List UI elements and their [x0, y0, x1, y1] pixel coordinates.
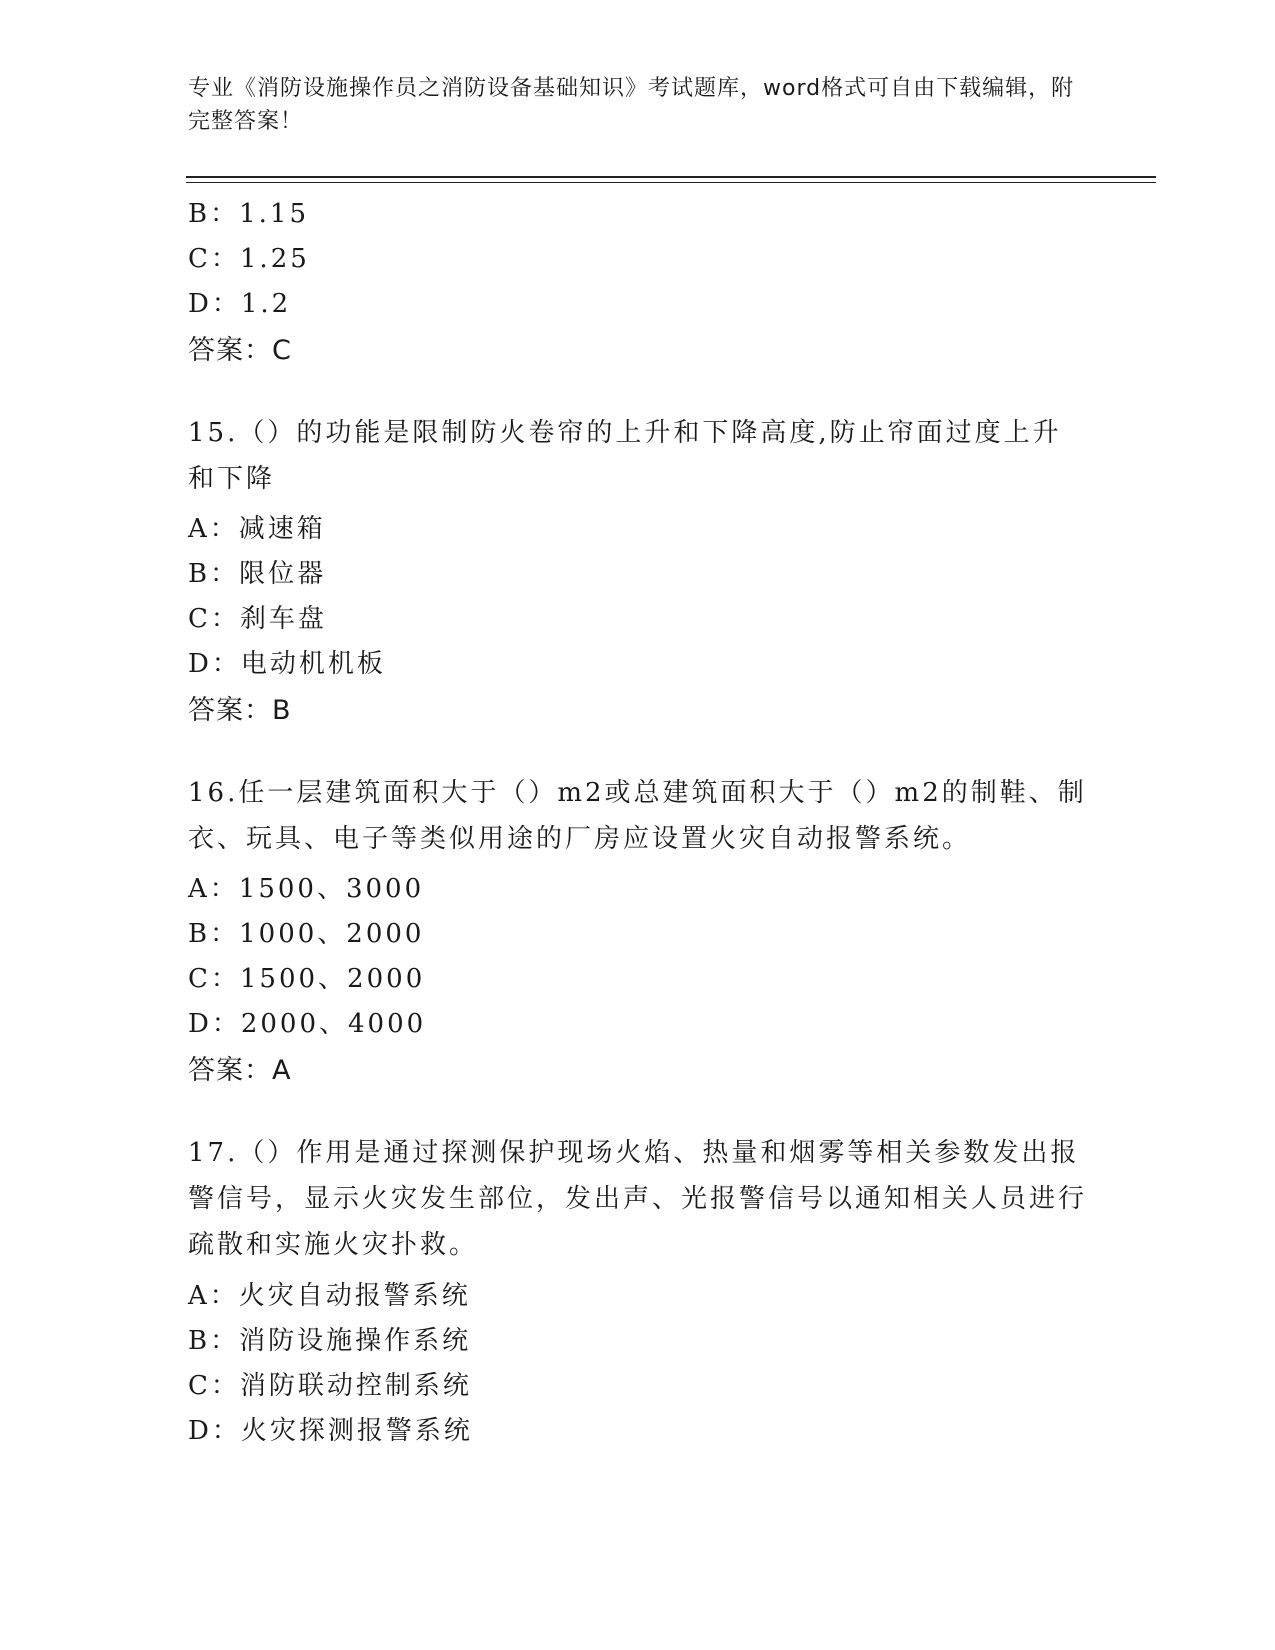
- q15-answer: 答案：B: [188, 695, 292, 726]
- q14-option-b: B：1.15: [188, 199, 309, 229]
- q17-option-c: C：消防联动控制系统: [188, 1371, 472, 1401]
- q17-option-d: D：火灾探测报警系统: [188, 1416, 473, 1446]
- q15-option-d: D：电动机机板: [188, 649, 386, 679]
- q15-stem: 15.（）的功能是限制防火卷帘的上升和下降高度,防止帘面过度上升和下降: [188, 418, 1062, 494]
- header-rule-thin: [186, 182, 1156, 183]
- q15-option-c: C：刹车盘: [188, 604, 327, 634]
- q15-option-b: B：限位器: [188, 559, 327, 589]
- q16-option-d: D：2000、4000: [188, 1009, 427, 1039]
- q16-answer: 答案：A: [188, 1055, 292, 1086]
- q15-option-a: A：减速箱: [188, 514, 326, 544]
- q16-option-c: C：1500、2000: [188, 964, 426, 994]
- q17-stem: 17.（）作用是通过探测保护现场火焰、热量和烟雾等相关参数发出报警信号，显示火灾发生部位，发出声、光报警信号以通知相关人员进行疏散和实施火灾扑救。: [188, 1138, 1088, 1260]
- document-header: 专业《消防设施操作员之消防设备基础知识》考试题库，word格式可自由下载编辑，附完整答案！: [188, 76, 1075, 134]
- q14-option-d: D：1.2: [188, 289, 292, 319]
- q16-stem: 16.任一层建筑面积大于（）m2或总建筑面积大于（）m2的制鞋、制衣、玩具、电子等类似用途的厂房应设置火灾自动报警系统。: [188, 778, 1087, 854]
- header-rule-thick: [186, 176, 1156, 178]
- q17-option-b: B：消防设施操作系统: [188, 1326, 472, 1356]
- q16-option-b: B：1000、2000: [188, 919, 425, 949]
- q14-answer: 答案：C: [188, 335, 292, 366]
- q14-option-c: C：1.25: [188, 244, 310, 274]
- q17-option-a: A：火灾自动报警系统: [188, 1281, 471, 1311]
- q16-option-a: A：1500、3000: [188, 874, 425, 904]
